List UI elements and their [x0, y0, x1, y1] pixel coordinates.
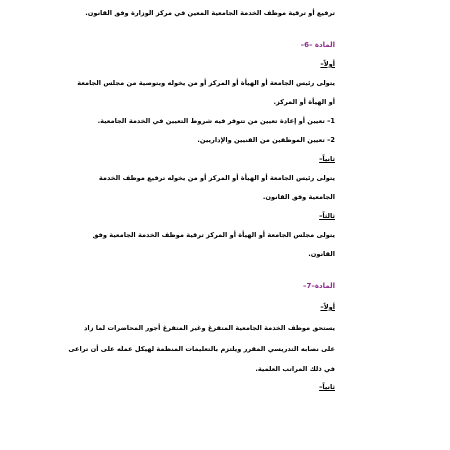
- text-line: في ذلك المراتب العلمية.: [255, 365, 335, 373]
- article-6-heading: المادة –6–: [300, 41, 335, 49]
- text-line: القانون.: [308, 250, 335, 258]
- article-7-second-label: ثانياً–: [319, 383, 335, 391]
- text-line: الجامعية وفق القانون.: [262, 193, 335, 201]
- article-6-first-label: أولاً–: [320, 60, 335, 68]
- article-6-third-label: ثالثاً–: [319, 212, 335, 220]
- text-line: على نصابه التدريسي المقرر ويلتزم بالتعليمات المنظمة لهيكل عمله على أن تراعى: [68, 345, 335, 353]
- text-line: يستحق موظف الخدمة الجامعية المتفرغ وغير المتفرغ أجور المحاضرات لما زاد: [84, 324, 335, 332]
- text-line: يتولى رئيس الجامعة أو الهيأة أو المركز أو من يخوله وبتوصية من مجلس الجامعة: [77, 79, 335, 87]
- text-line: يتولى مجلس الجامعة أو الهيأة أو المركز ترقية موظف الخدمة الجامعية وفق: [92, 231, 335, 239]
- text-line: يتولى رئيس الجامعة أو الهيأة أو المركز أو من يخوله ترفيع موظف الخدمة: [98, 174, 335, 182]
- text-line: أو الهيأة أو المركز.: [273, 98, 335, 106]
- article-7-heading: المادة–7–: [303, 282, 335, 290]
- article-6-second-label: ثانياً–: [319, 155, 335, 163]
- text-line: ترفيع أو ترقية موظف الخدمة الجامعية المعين في مركز الوزارة وفق القانون.: [85, 9, 335, 17]
- list-item: 1– تعيين أو إعادة تعيين من تتوفر فيه شروط التعيين في الخدمة الجامعية.: [97, 117, 335, 125]
- list-item: 2– تعيين الموظفين من الفنيين والإداريين.: [197, 136, 335, 144]
- article-7-first-label: أولاً–: [320, 303, 335, 311]
